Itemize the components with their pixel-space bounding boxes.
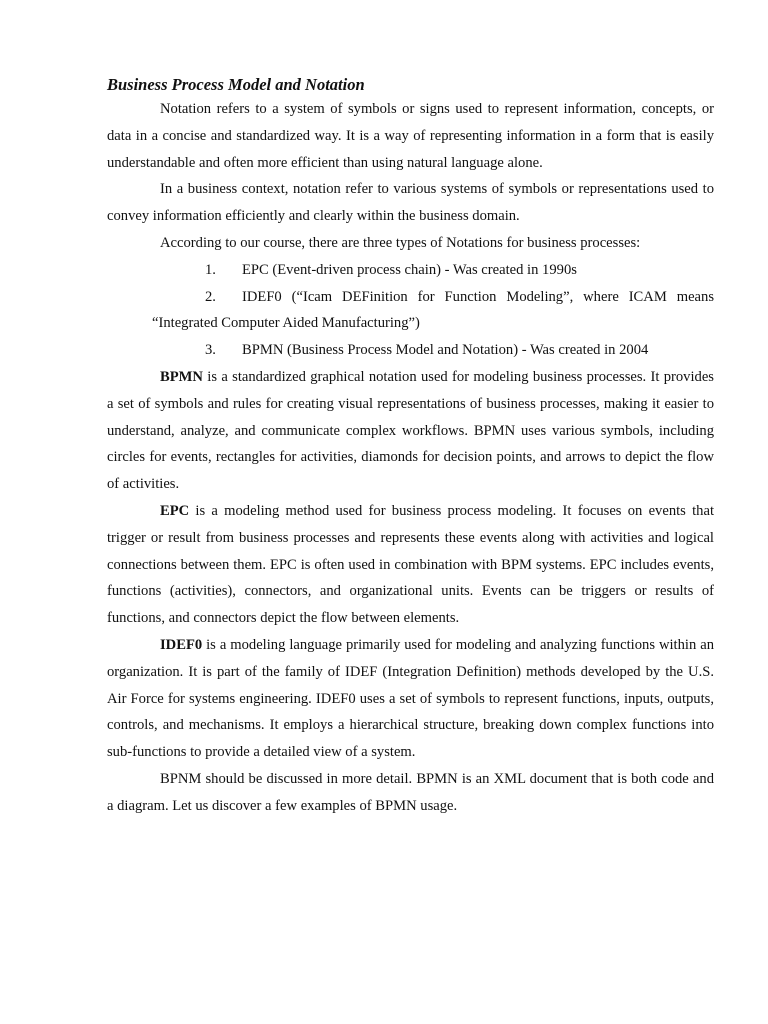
notation-types-list [107, 257, 714, 364]
paragraph-business-context: In a business context, notation refer to various systems of symbols or representations used to convey information efficiently and clearly within the business domain. [107, 181, 714, 225]
list-item [107, 337, 714, 364]
epc-description: is a modeling method used for business process modeling. It focuses on events that trigger or result from business processes and represents these events along with activities and logical connections between them. EPC is often used in combination with BPM systems. EPC includes events, functions (activities), connectors, and organizational units. Events can be triggers or results of functions, and connectors depict the flow between elements. [107, 502, 714, 627]
paragraph-idef0 [107, 632, 714, 766]
bpmn-description: is a standardized graphical notation used for modeling business processes. It provides a set of symbols and rules for creating visual representations of business processes, making it easier to understand, analyze, and communicate complex workflows. BPMN uses various symbols, including circles for events, rectangles for activities, diamonds for decision points, and arrows to depict the flow of activities. [107, 368, 714, 493]
list-item-text: BPMN (Business Process Model and Notation) - Was created in 2004 [242, 342, 649, 359]
paragraph-course-types: According to our course, there are three types of Notations for business processes: [160, 234, 641, 251]
list-item-number: 3. [205, 342, 216, 359]
term-epc: EPC [160, 502, 190, 519]
paragraph-epc [107, 498, 714, 632]
list-item-text: EPC (Event-driven process chain) - Was created in 1990s [242, 261, 577, 278]
list-item [107, 284, 714, 338]
list-item-number: 1. [205, 261, 216, 278]
list-item [107, 257, 714, 284]
term-bpmn: BPMN [160, 368, 203, 385]
document-page [107, 74, 714, 820]
list-item-number: 2. [205, 288, 216, 305]
term-idef0: IDEF0 [160, 636, 203, 653]
list-item-text: IDEF0 (“Icam DEFinition for Function Modeling”, where ICAM means [242, 288, 714, 305]
paragraph-closing: BPNM should be discussed in more detail. BPMN is an XML document that is both code and a diagram. Let us discover a few examples of BPMN usage. [107, 770, 714, 814]
list-item-text-continued: “Integrated Computer Aided Manufacturing”) [152, 315, 420, 332]
document-title: Business Process Model and Notation [107, 75, 365, 94]
paragraph-bpmn [107, 364, 714, 498]
paragraph-notation: Notation refers to a system of symbols or signs used to represent information, concepts, or data in a concise and standardized way. It is a way of representing information in a form that is easily understandable and often more efficient than using natural language alone. [107, 101, 714, 171]
idef0-description: is a modeling language primarily used for modeling and analyzing functions within an organization. It is part of the family of IDEF (Integration Definition) methods developed by the U.S. Air Force for systems engineering. IDEF0 uses a set of symbols to represent functions, inputs, outputs, controls, and mechanisms. It employs a hierarchical structure, breaking down complex functions into sub-functions to provide a detailed view of a system. [107, 636, 714, 761]
